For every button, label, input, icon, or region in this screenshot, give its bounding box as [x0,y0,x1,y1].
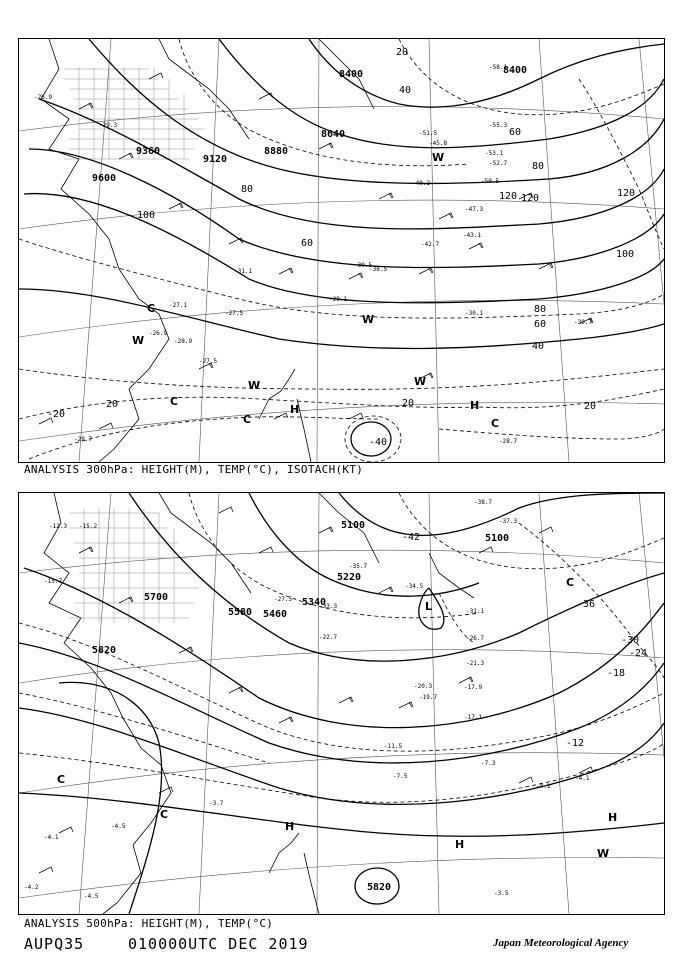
station-value: -26.9 [34,94,53,101]
station-value: -4.5 [84,893,99,900]
temp-label: -40 [369,437,388,448]
system-marker: H [285,820,295,833]
station-value: -31.1 [234,268,253,275]
station-value: -43.1 [463,232,482,239]
station-value: -11.5 [384,743,403,750]
system-marker: W [414,375,427,388]
height-label: 9360 [136,146,161,157]
station-value: -50.5 [481,178,500,185]
isotach-label: 60 [509,127,522,138]
height-label: 5100 [341,520,366,531]
system-marker: H [608,811,618,824]
station-value: -53.1 [485,150,504,157]
isotach-label: 40 [399,85,412,96]
isotach-label: 80 [534,304,547,315]
station-value: -17.9 [464,684,483,691]
system-marker: H [290,403,300,416]
station-value: -29.3 [99,122,118,129]
station-value: -26.9 [149,330,168,337]
map-500hpa-canvas [19,493,664,914]
map-300hpa [18,38,665,463]
station-value: -3.5 [494,890,509,897]
station-value: -39.5 [354,262,373,269]
temp-label: -20 [47,409,66,420]
station-value: -4.1 [536,783,551,790]
station-value: -37.3 [499,518,518,525]
height-label: 5220 [337,572,362,583]
height-label: 8400 [503,65,528,76]
coastline [41,39,374,462]
station-value: -45.8 [429,140,448,147]
height-label: 5340 [302,597,327,608]
station-value: -7.5 [393,773,408,780]
station-value: -28.7 [74,436,93,443]
station-value: -26.7 [466,635,485,642]
station-value: -34.5 [405,583,424,590]
station-value: -3.7 [209,800,224,807]
system-marker: C [491,417,500,430]
hatch-region [64,67,204,159]
station-value: -20.3 [414,683,433,690]
map-300hpa-canvas [19,39,664,462]
isotach-label: 80 [532,161,545,172]
temp-label: -42 [402,532,421,543]
isotach-label: 20 [584,401,597,412]
station-value: -7.3 [481,760,496,767]
temp-label: -36 [577,599,596,610]
station-value: -35.7 [349,563,368,570]
station-value: -40.2 [412,180,431,187]
station-value: -12.3 [49,523,68,530]
station-value: -4.1 [575,775,590,782]
temp-label: -30 [621,635,640,646]
caption-500hpa: ANALYSIS 500hPa: HEIGHT(M), TEMP(°C) [24,917,274,930]
system-marker: W [132,334,145,347]
station-value: -19.7 [419,694,438,701]
height-contours [19,493,664,836]
station-value: -51.5 [419,130,438,137]
isotach-label: 80 [241,184,254,195]
system-marker: C [160,808,169,821]
station-value: -58.1 [489,64,508,71]
height-label: 8880 [264,146,289,157]
system-marker: W [432,151,445,164]
isotach-label: 20 [402,398,415,409]
height-label: 5580 [228,607,253,618]
station-value: -38.7 [474,499,493,506]
system-marker: C [243,413,252,426]
height-label: 5820 [367,882,392,893]
station-value: -27.5 [225,310,244,317]
isotach-contours [19,39,664,459]
system-marker: W [248,379,261,392]
station-value: -21.3 [466,660,485,667]
map-500hpa [18,492,665,915]
isotach-label: 40 [532,341,545,352]
height-label: 8640 [321,129,346,140]
isotach-label: 120 [617,188,636,199]
station-value: -38.5 [369,266,388,273]
system-marker: W [362,313,375,326]
isotach-label: 120 [521,193,540,204]
system-marker: H [455,838,465,851]
temp-label: -18 [607,668,626,679]
chart-id: AUPQ35 [24,935,85,953]
station-value: -15.2 [79,523,98,530]
station-value: -17.1 [464,714,483,721]
station-value: -28.9 [174,338,193,345]
isotach-label: 100 [616,249,635,260]
station-value: -30.7 [574,319,593,326]
height-label: 9120 [203,154,228,165]
temp-label: -12 [566,738,585,749]
agency-credit: Japan Meteorological Agency [493,937,629,949]
height-label: 5820 [92,645,117,656]
height-label: 5460 [263,609,288,620]
isotach-label: 100 [137,210,156,221]
station-value: -15.7 [44,578,63,585]
station-value: -4.2 [24,884,39,891]
system-marker: C [57,773,66,786]
isotach-label: 60 [301,238,314,249]
station-value: -4.1 [44,834,59,841]
station-value: -33.3 [319,603,338,610]
height-label: 8400 [339,69,364,80]
station-value: -28.1 [329,296,348,303]
caption-300hpa: ANALYSIS 300hPa: HEIGHT(M), TEMP(°C), ISOTACH(KT) [24,463,364,476]
system-marker: H [470,399,480,412]
station-value: -27.1 [169,302,188,309]
station-value: -55.3 [489,122,508,129]
isotach-label: 120 [499,191,518,202]
height-label: 5100 [485,533,510,544]
station-value: -28.7 [499,438,518,445]
station-value: -42.7 [421,241,440,248]
station-value: -30.1 [465,310,484,317]
temp-label: -24 [629,648,648,659]
station-value: -4.5 [111,823,126,830]
valid-time: 010000UTC DEC 2019 [128,935,309,953]
station-value: -47.3 [465,206,484,213]
station-value: -31.1 [466,608,485,615]
system-marker: L [425,600,433,613]
height-label: 9600 [92,173,117,184]
station-value: -27.5 [199,358,218,365]
station-value: -52.7 [489,160,508,167]
station-value: -27.5 [274,596,293,603]
isotach-label: 60 [534,319,547,330]
isotach-label: 20 [396,47,409,58]
isotach-label: 20 [106,399,119,410]
height-label: 5700 [144,592,169,603]
closed-contours [59,588,444,914]
station-value: -22.7 [319,634,338,641]
system-marker: C [147,302,156,315]
system-marker: C [566,576,575,589]
system-marker: W [597,847,610,860]
system-marker: C [170,395,179,408]
